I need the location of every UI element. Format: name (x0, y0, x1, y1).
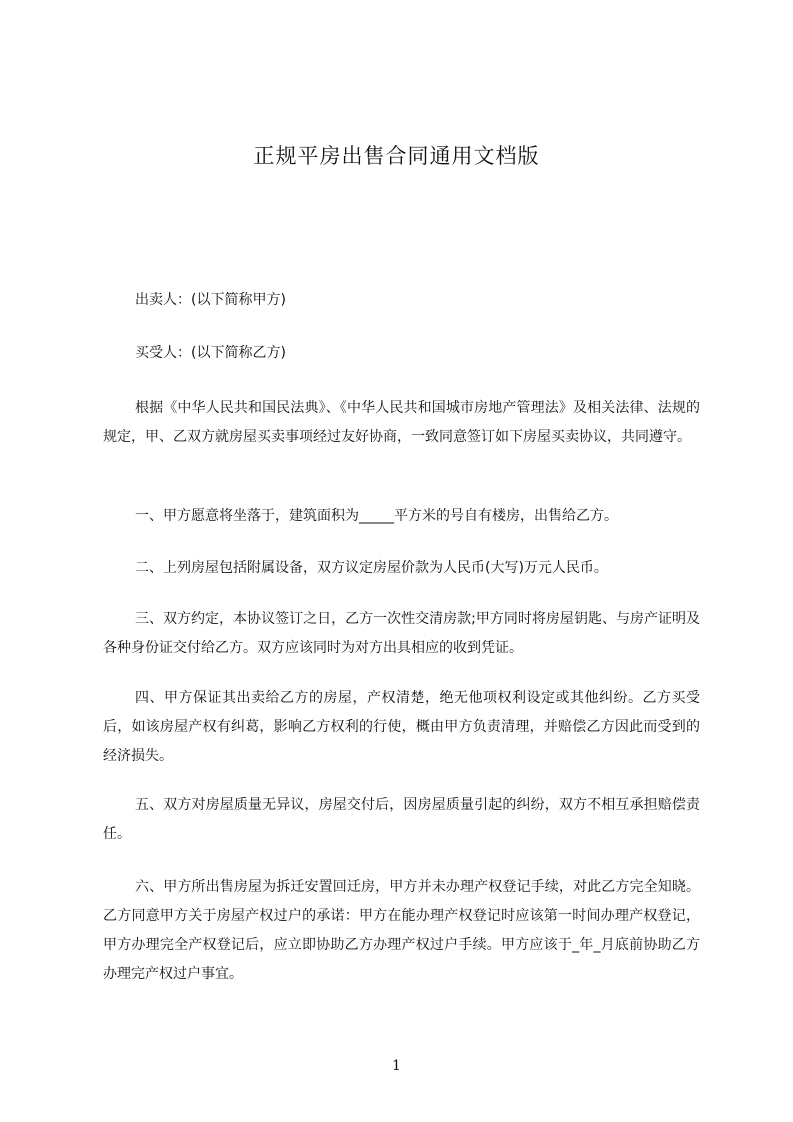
clause-2: 二、上列房屋包括附属设备，双方议定房屋价款为人民币(大写)万元人民币。 (135, 560, 608, 576)
intro-paragraph: 根据《中华人民共和国民法典》、《中华人民共和国城市房地产管理法》及相关法律、法规的规定，甲、乙双方就房屋买卖事项经过友好协商，一致同意签订如下房屋买卖协议，共同遵守。 (103, 400, 700, 445)
clause-4: 四、甲方保证其出卖给乙方的房屋，产权清楚，绝无他项权利设定或其他纠纷。乙方买受后，如该房屋产权有纠葛，影响乙方权利的行使，概由甲方负责清理，并赔偿乙方因此而受到的经济损失。 (103, 690, 700, 764)
seller-line: 出卖人：(以下简称甲方) (135, 292, 286, 308)
clause-5: 五、双方对房屋质量无异议，房屋交付后，因房屋质量引起的纠纷，双方不相互承担赔偿责任。 (103, 797, 700, 842)
buyer-line: 买受人：(以下简称乙方) (135, 345, 286, 361)
document-title: 正规平房出售合同通用文档版 (253, 144, 540, 168)
page-number: 1 (392, 1058, 401, 1074)
clause-3: 三、双方约定，本协议签订之日，乙方一次性交清房款;甲方同时将房屋钥匙、与房产证明及各种身份证交付给乙方。双方应该同时为对方出具相应的收到凭证。 (103, 611, 700, 656)
clause-1: 一、甲方愿意将坐落于，建筑面积为_____平方米的号自有楼房，出售给乙方。 (135, 508, 618, 524)
clause-6: 六、甲方所出售房屋为拆迁安置回迁房，甲方并未办理产权登记手续，对此乙方完全知晓。乙方同意甲方关于房屋产权过户的承诺：甲方在能办理产权登记时应该第一时间办理产权登记，甲方办理完全产权登记后，应立即协助乙方办理产权过户手续。甲方应该于_年_月底前协助乙方办理完产权过户事宜。 (103, 879, 700, 982)
